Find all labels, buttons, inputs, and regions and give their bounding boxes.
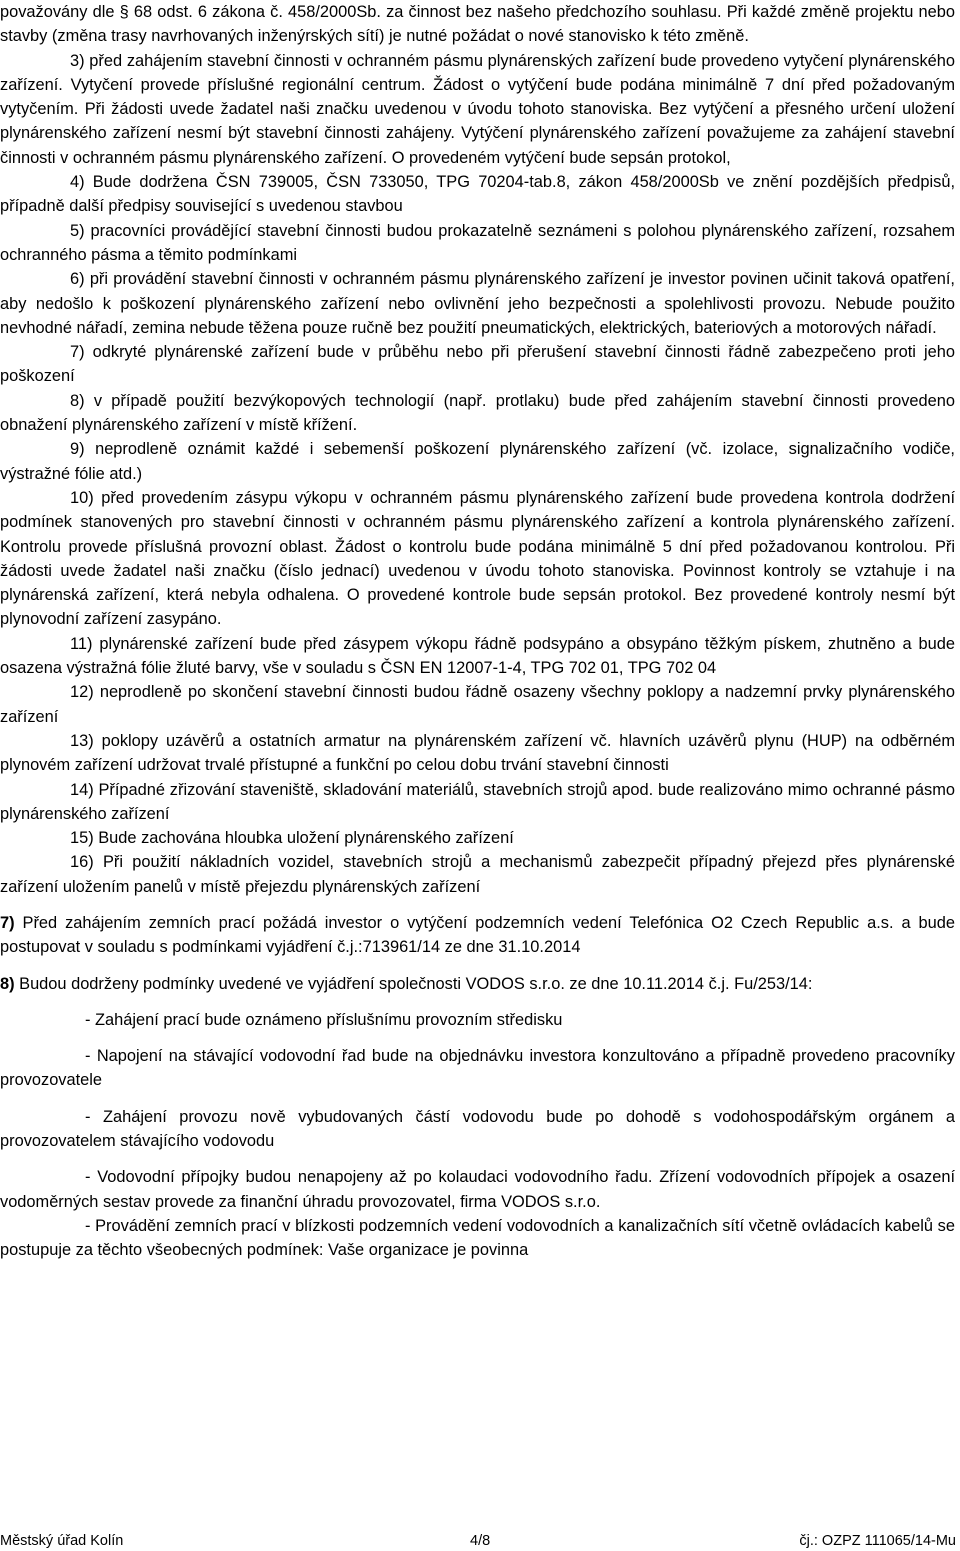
condition-6: 6) při provádění stavební činnosti v ochranném pásmu plynárenského zařízení je investor povinen učinit taková opatření, aby nedošlo k poškození plynárenského zařízení nebo ovlivnění jeho bezpečnosti a spolehlivosti provozu. Nebude použito nevhodné nářadí, zemina nebude těžena pouze ručně bez použití pneumatických, elektrických, bateriových a motorových nářadí. [0,270,955,337]
condition-3: 3) před zahájením stavební činnosti v ochranném pásmu plynárenských zařízení bude provedeno vytyčení plynárenského zařízení. Vytyčení provede příslušné regionální centrum. Žádost o vytýčení bude podána minimálně 7 dní před požadovaným vytyčením. Při žádosti uvede žadatel naši značku uvedenou v úvodu tohoto stanoviska. Bez vytýčení a přesného určení uložení plynárenského zařízení nesmí být stavební činnosti zahájeny. Vytýčení plynárenského zařízení považujeme za zahájení stavební činnosti v ochranném pásmu plynárenského zařízení. O provedeném vytýčení bude sepsán protokol, [0,51,955,167]
condition-10: 10) před provedením zásypu výkopu v ochranném pásmu plynárenského zařízení bude provedena kontrola dodržení podmínek stanovených pro stavební činnosti v ochranném pásmu plynárenského zařízení a kontrola plynárenského zařízení. Kontrolu provede příslušná provozní oblast. Žádost o kontrolu bude podána minimálně 5 dní před požadovanou kontrolou. Při žádosti uvede žadatel naši značku (číslo jednací) uvedenou v úvodu tohoto stanoviska. Povinnost kontroly se vztahuje i na plynárenská zařízení, která nebyla odhalena. O provedené kontrole bude sepsán protokol. Bez provedené kontroly nesmí být plynovodní zařízení zasypáno. [0,488,955,629]
condition-7: 7) odkryté plynárenské zařízení bude v průběhu nebo při přerušení stavební činnosti řádně zabezpečeno proti jeho poškození [0,343,955,386]
section-8-number: 8) [0,974,15,993]
paragraph-continuation: považovány dle § 68 odst. 6 zákona č. 458/2000Sb. za činnost bez našeho předchozího souhlasu. Při každé změně projektu nebo stavby (změna trasy navrhovaných inženýrských sítí) je nutné požádat o nové stanovisko k této změně. [0,3,955,46]
section-7 [0,911,955,960]
page-footer [0,1531,960,1551]
section-8 [0,972,955,996]
footer-reference-number: čj.: OZPZ 111065/14-Mu [799,1533,956,1549]
condition-5: 5) pracovníci provádějící stavební činnosti budou prokazatelně seznámeni s polohou plynárenského zařízení, rozsahem ochranného pásma a těmito podmínkami [0,221,955,264]
condition-12: 12) neprodleně po skončení stavební činnosti budou řádně osazeny všechny poklopy a nadzemní prvky plynárenského zařízení [0,683,955,726]
condition-14: 14) Případné zřizování staveniště, skladování materiálů, stavebních strojů apod. bude realizováno mimo ochranné pásmo plynárenského zařízení [0,780,955,823]
vodos-item-2: - Napojení na stávající vodovodní řad bude na objednávku investora konzultováno a případně provedeno pracovníky provozovatele [0,1047,955,1090]
vodos-item-5: - Provádění zemních prací v blízkosti podzemních vedení vodovodních a kanalizačních sítí včetně ovládacích kabelů se postupuje za těchto všeobecných podmínek: Vaše organizace je povinna [0,1216,955,1260]
vodos-item-1: - Zahájení prací bude oznámeno příslušnímu provozním středisku [85,1010,563,1029]
condition-16: 16) Při použití nákladních vozidel, stavebních strojů a mechanismů zabezpečit případný přejezd přes plynárenské zařízení uložením panelů v místě přejezdu plynárenských zařízení [0,853,955,896]
section-7-text: Před zahájením zemních prací požádá investor o vytýčení podzemních vedení Telefónica O2 Czech Republic a.s. a bude postupovat v souladu s podmínkami vyjádření č.j.:713961/14 ze dne 31.10.2014 [0,913,955,957]
condition-4: 4) Bude dodržena ČSN 739005, ČSN 733050, TPG 70204-tab.8, zákon 458/2000Sb ve znění pozdějších předpisů, případně další předpisy související s uvedenou stavbou [0,173,955,216]
condition-13: 13) poklopy uzávěrů a ostatních armatur na plynárenském zařízení vč. hlavních uzávěrů plynu (HUP) na odběrném plynovém zařízení udržovat trvalé přístupné a funkční po celou dobu trvání stavební činnosti [0,731,955,775]
condition-15: 15) Bude zachována hloubka uložení plynárenského zařízení [70,829,514,848]
section-8-text: Budou dodrženy podmínky uvedené ve vyjádření společnosti VODOS s.r.o. ze dne 10.11.2014 č.j. Fu/253/14: [14,974,813,993]
condition-11: 11) plynárenské zařízení bude před zásypem výkopu řádně podsypáno a obsypáno těžkým pískem, zhutněno a bude osazena výstražná fólie žluté barvy, vše v souladu s ČSN EN 12007-1-4, TPG 702 01, TPG 702 04 [0,634,955,678]
section-7-number: 7) [0,913,15,932]
vodos-item-3: - Zahájení provozu nově vybudovaných částí vodovodu bude po dohodě s vodohospodářským orgánem a provozovatelem stávajícího vodovodu [0,1107,955,1151]
condition-8: 8) v případě použití bezvýkopových technologií (např. protlaku) bude před zahájením stavební činnosti provedeno obnažení plynárenského zařízení v místě křížení. [0,391,955,435]
footer-office: Městský úřad Kolín [0,1533,124,1549]
condition-9: 9) neprodleně oznámit každé i sebemenší poškození plynárenského zařízení (vč. izolace, signalizačního vodiče, výstražné fólie atd.) [0,440,955,483]
vodos-item-4: - Vodovodní přípojky budou nenapojeny až po kolaudaci vodovodního řadu. Zřízení vodovodních přípojek a osazení vodoměrných sestav provede za finanční úhradu provozovatel, firma VODOS s.r.o. [0,1168,955,1211]
footer-page-number: 4/8 [470,1533,491,1549]
